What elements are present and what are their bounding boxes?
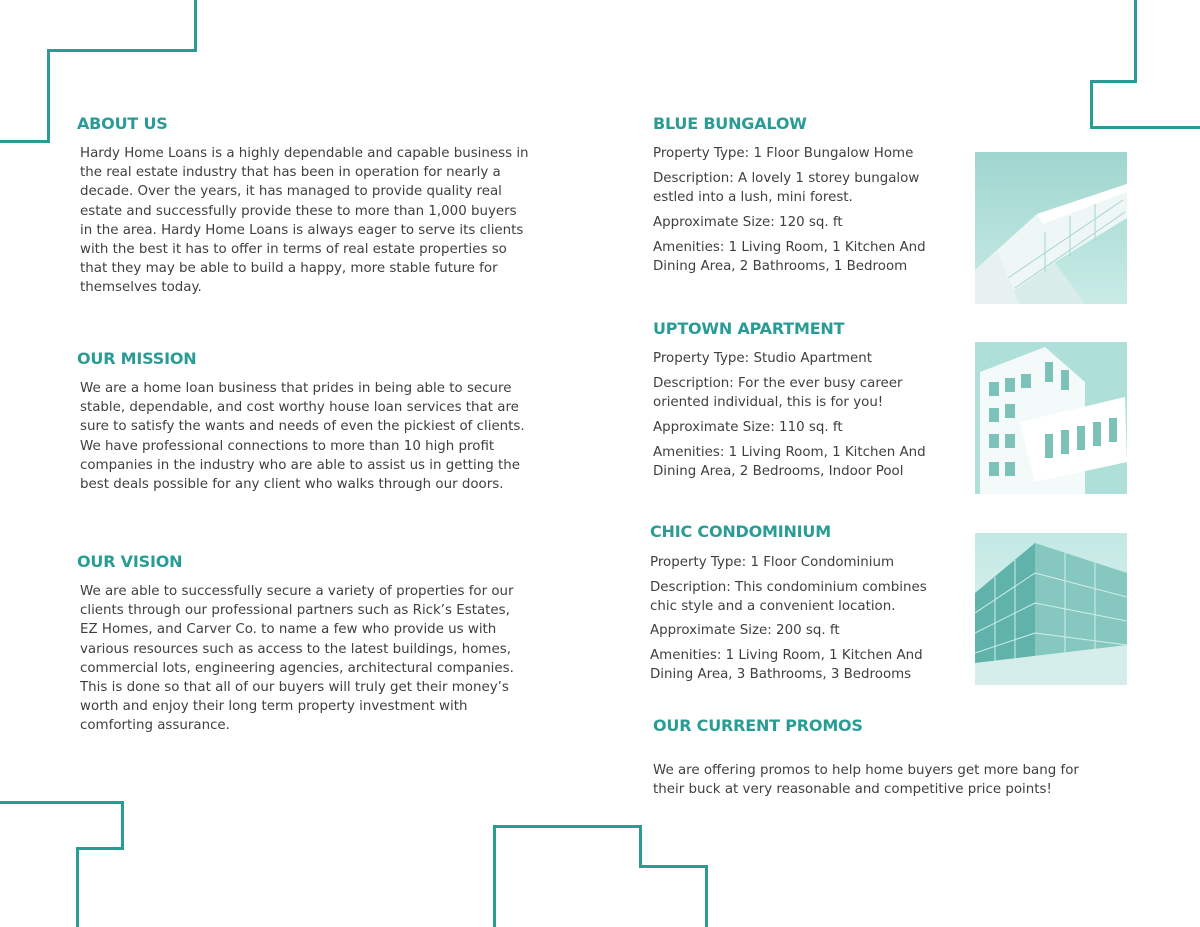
- promos-text: We are offering promos to help home buyers get more bang for their buck at very reasonable and competitive price points!: [653, 763, 1079, 798]
- property-size: Approximate Size: 200 sq. ft: [650, 623, 840, 638]
- building-photo-icon: [975, 533, 1127, 685]
- property-description: Description: A lovely 1 storey bungalow estled into a lush, mini forest.: [653, 171, 920, 206]
- property-type: Property Type: 1 Floor Bungalow Home: [653, 146, 914, 161]
- property-amenities: Amenities: 1 Living Room, 1 Kitchen And Dining Area, 3 Bathrooms, 3 Bedrooms: [650, 648, 923, 683]
- property-amenities: Amenities: 1 Living Room, 1 Kitchen And Dining Area, 2 Bathrooms, 1 Bedroom: [653, 240, 926, 275]
- property-amenities: Amenities: 1 Living Room, 1 Kitchen And Dining Area, 2 Bedrooms, Indoor Pool: [653, 445, 926, 480]
- property-type: Property Type: 1 Floor Condominium: [650, 555, 895, 570]
- property-type: Property Type: Studio Apartment: [653, 351, 872, 366]
- vision-text: We are able to successfully secure a variety of properties for our clients through our professional partners such as Rick’s Estates, EZ Homes, and Carver Co. to name a few who provide us with various resources such as access to the latest buildings, homes, commercial lots, engineering agencies, architectural companies. This is done so that all of our buyers will truly get their money’s worth and enjoy their long term property investment with comforting assurance.: [80, 584, 514, 734]
- property-size: Approximate Size: 110 sq. ft: [653, 420, 843, 435]
- property-description: Description: This condominium combines chic style and a convenient location.: [650, 580, 927, 615]
- property-heading-chic-condominium: CHIC CONDOMINIUM: [650, 522, 831, 541]
- building-photo-icon: [975, 152, 1127, 304]
- vision-heading: OUR VISION: [77, 552, 183, 571]
- deco-line-bottom-left: [0, 803, 123, 927]
- deco-line-bottom-center: [495, 827, 707, 927]
- deco-line-top-right: [1092, 0, 1200, 128]
- building-photo-icon: [975, 342, 1127, 494]
- mission-text: We are a home loan business that prides in being able to secure stable, dependable, and cost worthy house loan services that are sure to satisfy the wants and needs of even the pickiest of clients. We have professional connections to more than 10 high profit companies in the industry who are able to assist us in getting the best deals possible for any client who walks through our doors.: [80, 381, 525, 493]
- property-heading-blue-bungalow: BLUE BUNGALOW: [653, 114, 807, 133]
- promos-heading: OUR CURRENT PROMOS: [653, 716, 863, 735]
- property-heading-uptown-apartment: UPTOWN APARTMENT: [653, 319, 845, 338]
- property-size: Approximate Size: 120 sq. ft: [653, 215, 843, 230]
- about-heading: ABOUT US: [77, 114, 168, 133]
- property-description: Description: For the ever busy career oriented individual, this is for you!: [653, 376, 903, 411]
- about-text: Hardy Home Loans is a highly dependable and capable business in the real estate industry that has been in operation for nearly a decade. Over the years, it has managed to provide quality real estate and successfully provide these to more than 1,000 buyers in the area. Hardy Home Loans is always eager to serve its clients with the best it has to offer in terms of real estate properties so that they may be able to build a happy, more stable future for themselves today.: [80, 146, 529, 296]
- mission-heading: OUR MISSION: [77, 349, 197, 368]
